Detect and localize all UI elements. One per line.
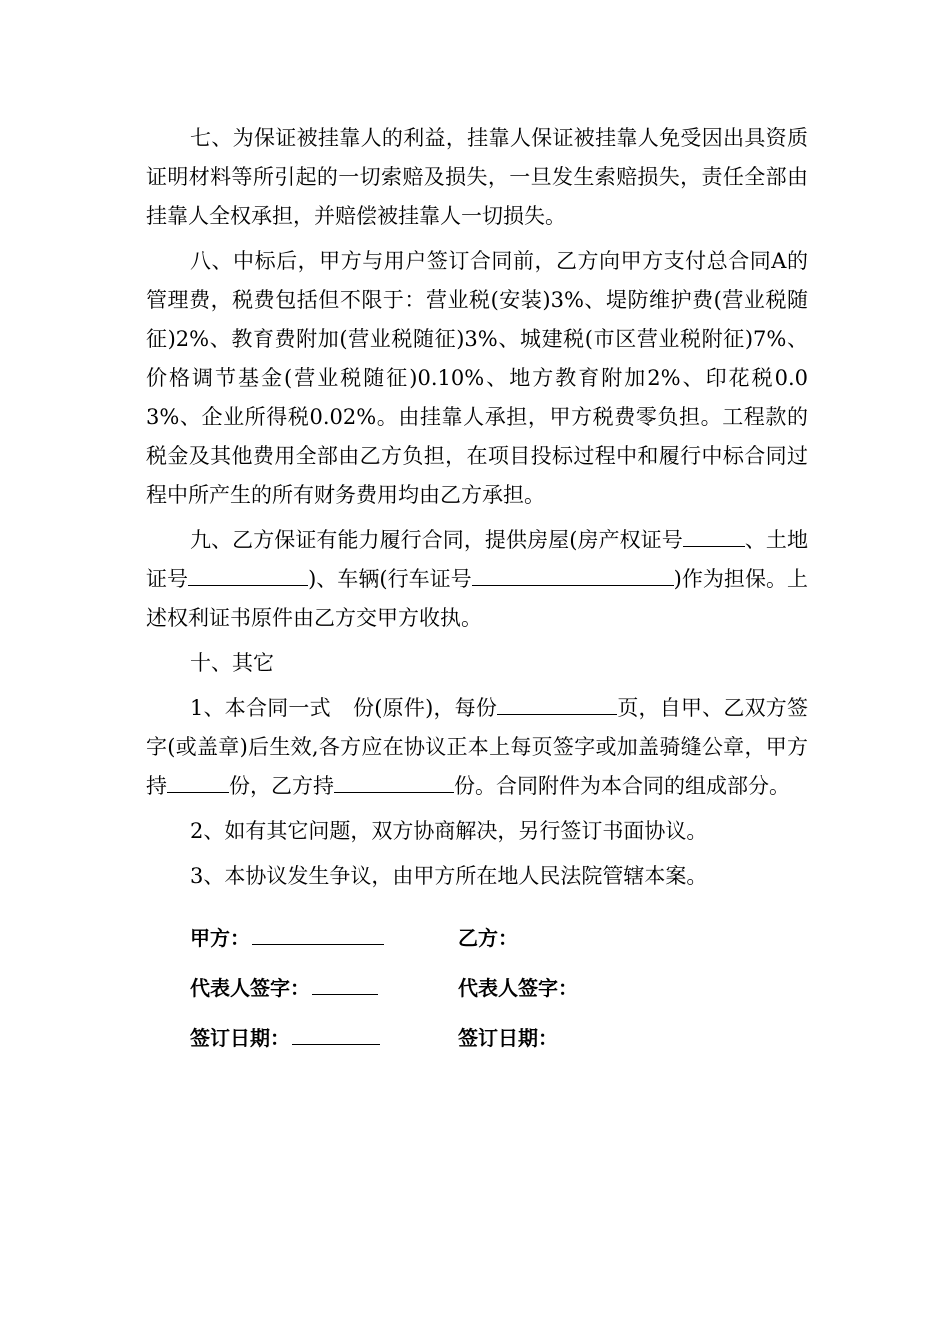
- clause-10-1-text-e: 份。合同附件为本合同的组成部分。: [454, 774, 790, 798]
- party-a-copies-blank: [167, 772, 229, 793]
- date-a-blank: [292, 1024, 380, 1045]
- land-cert-blank: [188, 565, 308, 586]
- clause-10-1-text-c: 页，自甲、乙双方签字(或盖章)后生效,各方应在协议正本上每页签字或加盖骑缝公章，甲方持: [146, 696, 808, 798]
- party-a: [190, 922, 384, 951]
- date-row: [190, 1022, 810, 1072]
- clause-9: [146, 521, 808, 638]
- clause-10-1-text-d: 份，乙方持: [229, 774, 334, 798]
- representative-row: [190, 972, 810, 1022]
- party-a-label: 甲方：: [190, 926, 250, 950]
- rep-b: [458, 972, 578, 1001]
- rep-a-label: 代表人签字：: [190, 976, 310, 1000]
- rep-b-label: 代表人签字：: [458, 976, 578, 1000]
- party-b: [458, 922, 518, 951]
- clause-9-text-c: )、车辆(行车证号: [308, 567, 472, 591]
- rep-a: [190, 972, 378, 1001]
- date-a: [190, 1022, 380, 1051]
- clause-8: 八、中标后，甲方与用户签订合同前，乙方向甲方支付总合同A的管理费，税费包括但不限于：营业税(安装)3%、堤防维护费(营业税随征)2%、教育费附加(营业税随征)3%、城建税(市区营业税附征)7%、价格调节基金(营业税随征)0.10%、地方教育附加2%、印花税0.03%、企业所得税0.02%。由挂靠人承担，甲方税费零负担。工程款的税金及其他费用全部由乙方负担，在项目投标过程中和履行中标合同过程中所产生的所有财务费用均由乙方承担。: [146, 249, 808, 507]
- rep-a-blank: [312, 974, 378, 995]
- clause-10-heading: 十、其它: [190, 651, 274, 675]
- clause-10-1-text-b: 份(原件)，每份: [352, 696, 498, 720]
- pages-blank: [497, 694, 617, 715]
- clause-9-text-a: 九、乙方保证有能力履行合同，提供房屋(房产权证号: [190, 528, 683, 552]
- clause-7: 七、为保证被挂靠人的利益，挂靠人保证被挂靠人免受因出具资质证明材料等所引起的一切索赔及损失，一旦发生索赔损失，责任全部由挂靠人全权承担，并赔偿被挂靠人一切损失。: [146, 126, 808, 228]
- clause-10-1: [146, 689, 808, 806]
- signature-block: [190, 922, 810, 1072]
- clause-10-1-text-a: 1、本合同一式: [190, 696, 331, 720]
- party-b-label: 乙方：: [458, 926, 518, 950]
- clause-10-3: 3、本协议发生争议，由甲方所在地人民法院管辖本案。: [190, 864, 708, 888]
- date-a-label: 签订日期：: [190, 1026, 290, 1050]
- clause-9-text-b: 、土地证号: [146, 528, 808, 591]
- party-a-blank: [252, 924, 384, 945]
- date-b-label: 签订日期：: [458, 1026, 558, 1050]
- clause-10-2: 2、如有其它问题，双方协商解决，另行签订书面协议。: [190, 819, 708, 843]
- party-row: [190, 922, 810, 972]
- property-cert-blank: [683, 526, 745, 547]
- clause-9-text-d: )作为担保。上述权利证书原件由乙方交甲方收执。: [146, 567, 809, 630]
- date-b: [458, 1022, 558, 1051]
- vehicle-cert-blank: [472, 565, 674, 586]
- party-b-copies-blank: [334, 772, 454, 793]
- contract-body: [146, 119, 808, 902]
